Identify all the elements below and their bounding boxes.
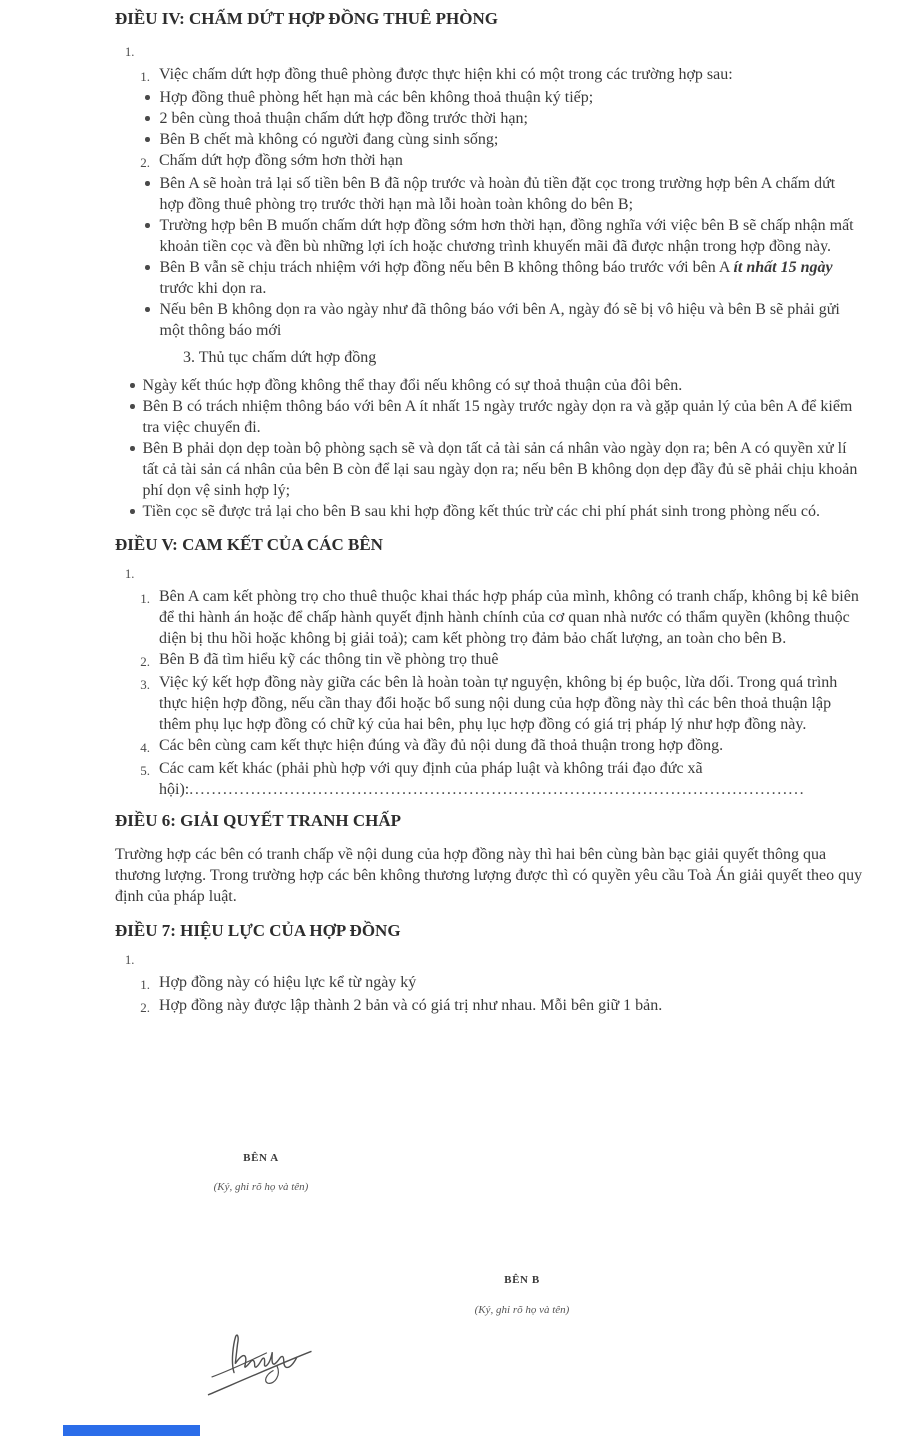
- bullet-item: [115, 396, 863, 438]
- list-item-text: [159, 758, 863, 800]
- article-4-title: ĐIỀU IV: CHẤM DỨT HỢP ĐỒNG THUÊ PHÒNG: [115, 9, 499, 28]
- bullet-text: Hợp đồng thuê phòng hết hạn mà các bên không thoả thuận ký tiếp;: [159, 89, 594, 106]
- party-a-signature-block: [205, 1152, 317, 1193]
- list-marker: 5.: [140, 763, 150, 778]
- list-marker: 1.: [140, 69, 150, 84]
- bullet-icon: [130, 509, 135, 514]
- bullet-icon: [145, 265, 150, 270]
- list-item: [115, 64, 863, 87]
- bullet-icon: [145, 95, 150, 100]
- bullet-item: [115, 299, 863, 341]
- list-item-text: Việc chấm dứt hợp đồng thuê phòng được thực hiện khi có một trong các trường hợp sau:: [159, 66, 733, 83]
- bullet-text: Bên B phải dọn dẹp toàn bộ phòng sạch sẽ và dọn tất cả tài sản cá nhân vào ngày dọn ra; bên A có quyền xử lí tất cả tài sản cá nhân của bên B còn để lại sau ngày dọn ra; nếu bên B không dọn dẹp đầy đủ sẽ phải chịu khoản phí dọn vệ sinh hợp lý;: [142, 440, 858, 499]
- article-6-title: ĐIỀU 6: GIẢI QUYẾT TRANH CHẤP: [115, 811, 402, 830]
- bullet-item: [115, 108, 863, 129]
- bullet-icon: [130, 383, 135, 388]
- list-marker: 2.: [140, 654, 150, 669]
- party-a-label: BÊN A: [243, 1152, 279, 1164]
- outer-list-marker: 1.: [125, 45, 135, 59]
- bullet-text: 2 bên cùng thoả thuận chấm dứt hợp đồng trước thời hạn;: [159, 110, 528, 127]
- article-5-title: ĐIỀU V: CAM KẾT CỦA CÁC BÊN: [115, 535, 383, 554]
- bullet-item: [115, 501, 863, 522]
- list-item-text: Bên A cam kết phòng trọ cho thuê thuộc khai thác hợp pháp của mình, không có tranh chấp, không bị kê biên để thi hành án hoặc để chấp hành quyết định hành chính của cơ quan nhà nước có thẩm quyền (không thuộc diện bị thu hồi hoặc không bị giải toả); cam kết phòng trọ đảm bảo chất lượng, an toàn cho bên B.: [159, 588, 859, 647]
- bullet-item: [115, 257, 863, 299]
- bullet-text-suffix: trước khi dọn ra.: [159, 280, 267, 297]
- list-item-text: Hợp đồng này được lập thành 2 bản và có giá trị như nhau. Mỗi bên giữ 1 bản.: [159, 997, 663, 1014]
- contract-body: [115, 8, 863, 1018]
- bullet-text: Ngày kết thúc hợp đồng không thể thay đổi nếu không có sự thoả thuận của đôi bên.: [142, 377, 683, 394]
- bullet-item: [115, 375, 863, 396]
- bullet-icon: [145, 223, 150, 228]
- list-item-text: Hợp đồng này có hiệu lực kể từ ngày ký: [159, 974, 417, 991]
- list-item-text: Các bên cùng cam kết thực hiện đúng và đầy đủ nội dung đã thoả thuận trong hợp đồng.: [159, 737, 724, 754]
- bullet-item: [115, 129, 863, 150]
- handwritten-signature: [196, 1316, 323, 1404]
- termination-bullet-list: [115, 375, 863, 522]
- list-item: [115, 672, 863, 735]
- list-item: [115, 150, 863, 173]
- outer-list-marker: 1.: [125, 567, 135, 581]
- list-item-text: Việc ký kết hợp đồng này giữa các bên là hoàn toàn tự nguyện, không bị ép buộc, lừa dối. Trong quá trình thực hiện hợp đồng, nếu cần thay đổi hoặc bổ sung nội dung của hợp đồng này thì các bên thoả thuận lập thêm phụ lục hợp đồng có chữ ký của hai bên, phụ lục hợp đồng có giá trị pháp lý như hợp đồng này.: [159, 674, 838, 733]
- list-marker: 2.: [140, 155, 150, 170]
- list-item-text: Bên B đã tìm hiểu kỹ các thông tin về phòng trọ thuê: [159, 651, 499, 668]
- bullet-text: Bên B có trách nhiệm thông báo với bên A ít nhất 15 ngày trước ngày dọn ra và gặp quản lý của bên A để kiểm tra việc chuyển đi.: [142, 398, 853, 436]
- party-b-label: BÊN B: [504, 1274, 540, 1286]
- party-a-sign-note: (Ký, ghi rõ họ và tên): [213, 1181, 309, 1193]
- party-b-signature-block: [462, 1274, 582, 1316]
- bullet-text: Trường hợp bên B muốn chấm dứt hợp đồng sớm hơn thời hạn, đồng nghĩa với việc bên B sẽ chấp nhận mất khoản tiền cọc và đền bù những lợi ích hoặc chương trình khuyến mãi đã được nhận trong hợp đồng này.: [159, 217, 854, 255]
- article-7-title: ĐIỀU 7: HIỆU LỰC CỦA HỢP ĐỒNG: [115, 921, 401, 940]
- bullet-text: Bên A sẽ hoàn trả lại số tiền bên B đã nộp trước và hoàn đủ tiền đặt cọc trong trường hợp bên A chấm dứt hợp đồng thuê phòng trọ trước thời hạn mà lỗi hoàn toàn không do bên B;: [159, 175, 836, 213]
- list-marker: 1.: [140, 591, 150, 606]
- list-item: [115, 735, 863, 758]
- bullet-text: Nếu bên B không dọn ra vào ngày như đã thông báo với bên A, ngày đó sẽ bị vô hiệu và bên B sẽ phải gửi một thông báo mới: [159, 301, 840, 339]
- bullet-icon: [130, 404, 135, 409]
- bullet-icon: [145, 137, 150, 142]
- list-item: [115, 649, 863, 672]
- list-item: [115, 758, 863, 800]
- bullet-icon: [145, 116, 150, 121]
- party-b-sign-note: (Ký, ghi rõ họ và tên): [474, 1304, 570, 1316]
- bullet-text-prefix: Bên B vẫn sẽ chịu trách nhiệm với hợp đồng nếu bên B không thông báo trước với bên A: [159, 259, 734, 276]
- other-commitments-text: Các cam kết khác (phải phù hợp với quy định của pháp luật và không trái đạo đức xã hội):: [159, 760, 703, 798]
- bullet-icon: [145, 181, 150, 186]
- bullet-text: [160, 257, 864, 299]
- list-marker: 4.: [140, 740, 150, 755]
- bullet-item: [115, 215, 863, 257]
- procedure-subheading: 3. Thủ tục chấm dứt hợp đồng: [183, 349, 377, 366]
- list-marker: 1.: [140, 977, 150, 992]
- bottom-highlight-bar: [63, 1425, 200, 1436]
- bullet-item: [115, 87, 863, 108]
- dotted-fill-line: ..............................................................................................................: [189, 781, 806, 798]
- outer-list-marker: 1.: [125, 953, 135, 967]
- dispute-resolution-paragraph: Trường hợp các bên có tranh chấp về nội dung của hợp đồng này thì hai bên cùng bàn bạc giải quyết thông qua thương lượng. Trong trường hợp các bên không thương lượng được thì có quyền yêu cầu Toà Án giải quyết theo quy định của pháp luật.: [115, 846, 863, 905]
- list-marker: 2.: [140, 1000, 150, 1015]
- list-item: [115, 586, 863, 649]
- bullet-icon: [130, 446, 135, 451]
- list-item: [115, 995, 863, 1018]
- bullet-item: [115, 438, 863, 501]
- bullet-text: Bên B chết mà không có người đang cùng sinh sống;: [159, 131, 499, 148]
- list-marker: 3.: [140, 677, 150, 692]
- bullet-item: [115, 173, 863, 215]
- list-item-text: Chấm dứt hợp đồng sớm hơn thời hạn: [159, 152, 403, 169]
- notice-period-emphasis: ít nhất 15 ngày: [733, 259, 833, 276]
- bullet-icon: [145, 307, 150, 312]
- bullet-text: Tiền cọc sẽ được trả lại cho bên B sau khi hợp đồng kết thúc trừ các chi phí phát sinh trong phòng nếu có.: [142, 503, 821, 520]
- list-item: [115, 972, 863, 995]
